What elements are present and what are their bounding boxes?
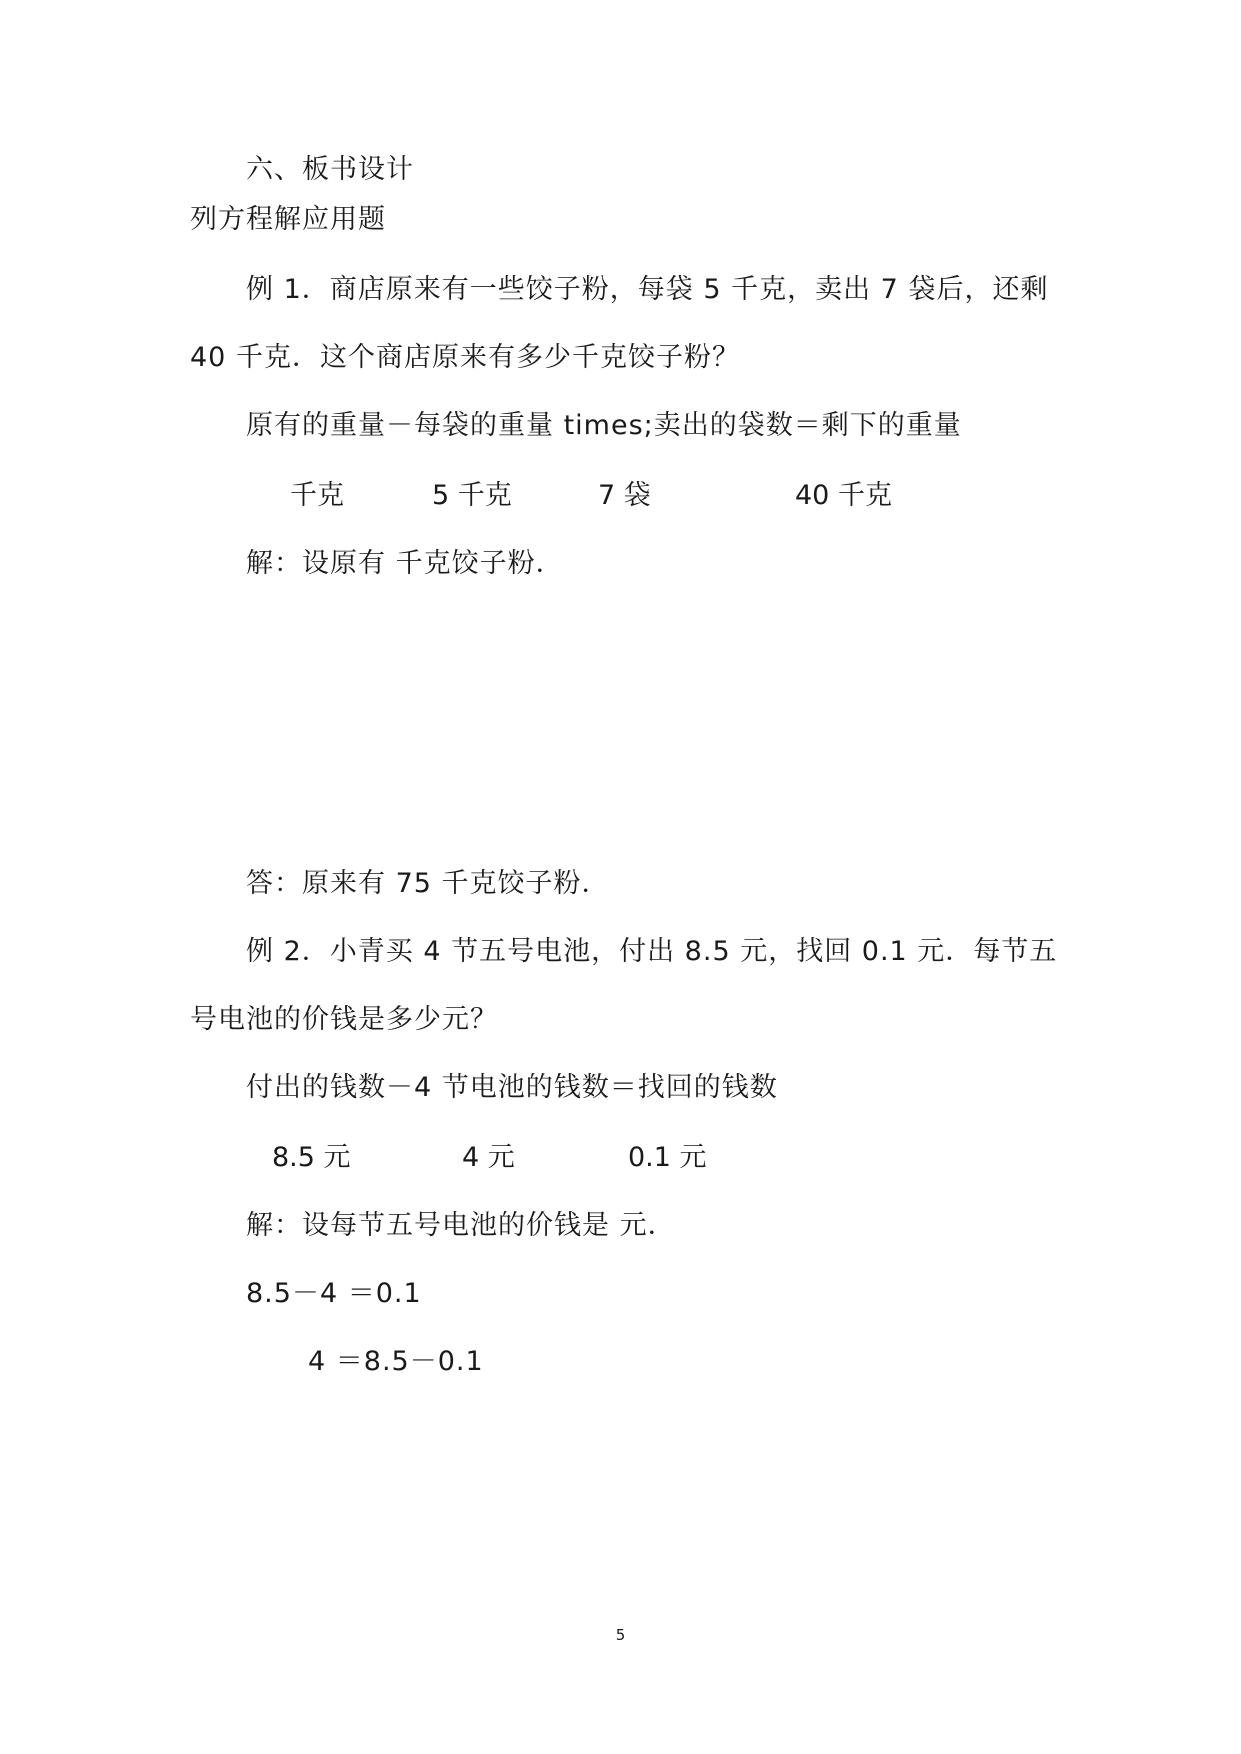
example-2-equation-1: 8.5－4 ＝0.1	[246, 1278, 422, 1309]
subtitle: 列方程解应用题	[190, 204, 386, 235]
example-1-problem-line-2: 40 千克．这个商店原来有多少千克饺子粉？	[190, 342, 740, 373]
quantity-label: 7 袋	[598, 480, 651, 511]
example-2-relation: 付出的钱数－4 节电池的钱数＝找回的钱数	[246, 1072, 778, 1103]
quantity-label: 8.5 元	[272, 1142, 351, 1173]
example-2-problem-line-2: 号电池的价钱是多少元？	[190, 1004, 498, 1035]
example-2-solution: 解：设每节五号电池的价钱是 元．	[246, 1210, 676, 1241]
example-1-relation: 原有的重量－每袋的重量 times;卖出的袋数＝剩下的重量	[246, 410, 962, 441]
section-heading: 六、板书设计	[246, 154, 414, 185]
quantity-label: 千克	[290, 480, 344, 511]
quantity-label: 4 元	[462, 1142, 515, 1173]
example-1-problem-line-1: 例 1．商店原来有一些饺子粉，每袋 5 千克，卖出 7 袋后，还剩	[246, 274, 1049, 305]
quantity-label: 40 千克	[795, 480, 892, 511]
example-1-answer: 答：原来有 75 千克饺子粉．	[246, 868, 610, 899]
quantity-label: 5 千克	[432, 480, 512, 511]
example-2-equation-2: 4 ＝8.5－0.1	[308, 1346, 484, 1377]
page-number: 5	[615, 1626, 626, 1644]
example-2-problem-line-1: 例 2．小青买 4 节五号电池，付出 8.5 元，找回 0.1 元．每节五	[246, 936, 1058, 967]
quantity-label: 0.1 元	[628, 1142, 707, 1173]
example-1-solution: 解：设原有 千克饺子粉．	[246, 548, 564, 579]
